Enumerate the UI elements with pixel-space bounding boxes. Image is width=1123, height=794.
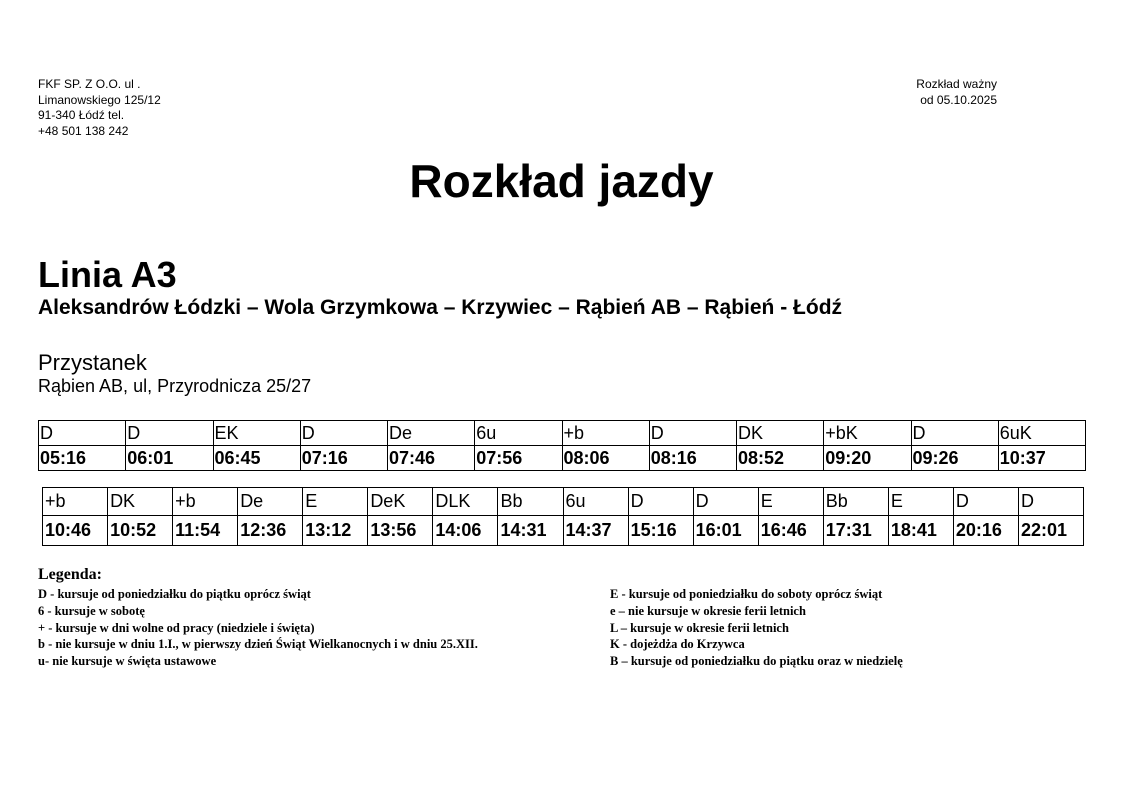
departure-time: 08:16: [649, 446, 736, 471]
departure-time: 16:01: [693, 516, 758, 546]
departure-time: 14:37: [563, 516, 628, 546]
departure-time: 08:52: [737, 446, 824, 471]
departure-time: 09:20: [824, 446, 911, 471]
timetable-times-row: [39, 446, 1086, 471]
departure-time: 13:56: [368, 516, 433, 546]
departure-code: E: [758, 488, 823, 516]
route-description: Aleksandrów Łódzki – Wola Grzymkowa – Krzywiec – Rąbień AB – Rąbień - Łódź: [38, 296, 843, 319]
departure-time: 07:46: [388, 446, 475, 471]
departure-time: 12:36: [238, 516, 303, 546]
departure-time: 09:26: [911, 446, 998, 471]
departure-code: DLK: [433, 488, 498, 516]
stop-label: Przystanek: [38, 350, 147, 375]
departure-time: 13:12: [303, 516, 368, 546]
departure-code: D: [126, 421, 213, 446]
departure-code: 6uK: [998, 421, 1085, 446]
departure-code: +b: [562, 421, 649, 446]
departure-time: 18:41: [888, 516, 953, 546]
timetable-table-2: [42, 487, 1084, 546]
departure-code: D: [628, 488, 693, 516]
departure-time: 07:56: [475, 446, 562, 471]
departure-code: D: [693, 488, 758, 516]
departure-code: 6u: [475, 421, 562, 446]
company-address-line: FKF SP. Z O.O. ul .: [38, 77, 141, 91]
legend-entry: + - kursuje w dni wolne od pracy (niedziele i święta): [38, 620, 315, 635]
stop-address: Rąbien AB, ul, Przyrodnicza 25/27: [38, 376, 312, 396]
departure-code: De: [388, 421, 475, 446]
departure-code: +b: [43, 488, 108, 516]
departure-time: 10:52: [108, 516, 173, 546]
departure-time: 07:16: [300, 446, 387, 471]
departure-time: 10:37: [998, 446, 1085, 471]
legend-entry: D - kursuje od poniedziałku do piątku oprócz świąt: [38, 587, 311, 601]
departure-code: E: [303, 488, 368, 516]
departure-time: 22:01: [1018, 516, 1083, 546]
company-address-line: 91-340 Łódź tel.: [38, 108, 125, 122]
timetable-table-1: [38, 420, 1086, 471]
departure-time: 16:46: [758, 516, 823, 546]
departure-code: DeK: [368, 488, 433, 516]
departure-code: 6u: [563, 488, 628, 516]
departure-code: Bb: [498, 488, 563, 516]
departure-time: 06:01: [126, 446, 213, 471]
departure-time: 17:31: [823, 516, 888, 546]
legend-right-column: [610, 586, 903, 670]
timetable-codes-row: [43, 488, 1084, 516]
departure-code: D: [953, 488, 1018, 516]
legend-entry: e – nie kursuje w okresie ferii letnich: [610, 603, 806, 618]
departure-code: D: [39, 421, 126, 446]
timetable-codes-row: [39, 421, 1086, 446]
departure-code: D: [1018, 488, 1083, 516]
legend-title: Legenda:: [38, 566, 102, 583]
departure-time: 15:16: [628, 516, 693, 546]
legend-entry: E - kursuje od poniedziałku do soboty oprócz świąt: [610, 587, 883, 601]
departure-time: 20:16: [953, 516, 1018, 546]
departure-code: D: [300, 421, 387, 446]
legend-entry: u- nie kursuje w święta ustawowe: [38, 654, 217, 669]
company-address-line: +48 501 138 242: [38, 123, 129, 138]
company-address: [38, 77, 161, 139]
departure-code: D: [649, 421, 736, 446]
departure-time: 11:54: [173, 516, 238, 546]
departure-time: 05:16: [39, 446, 126, 471]
departure-time: 14:06: [433, 516, 498, 546]
legend-entry: 6 - kursuje w sobotę: [38, 603, 145, 618]
departure-code: DK: [737, 421, 824, 446]
departure-time: 06:45: [213, 446, 300, 471]
legend-entry: b - nie kursuje w dniu 1.I., w pierwszy dzień Świąt Wielkanocnych i w dniu 25.XII.: [38, 637, 478, 652]
timetable-times-row: [43, 516, 1084, 546]
departure-code: Bb: [823, 488, 888, 516]
company-address-line: Limanowskiego 125/12: [38, 92, 161, 107]
legend-entry: K - dojeżdża do Krzywca: [610, 637, 745, 652]
validity-line: od 05.10.2025: [920, 92, 997, 107]
departure-code: +b: [173, 488, 238, 516]
departure-time: 10:46: [43, 516, 108, 546]
legend-left-column: [38, 586, 478, 670]
legend-entry: B – kursuje od poniedziałku do piątku oraz w niedzielę: [610, 654, 903, 669]
page-title: Rozkład jazdy: [409, 155, 714, 207]
departure-code: D: [911, 421, 998, 446]
departure-code: De: [238, 488, 303, 516]
departure-time: 14:31: [498, 516, 563, 546]
departure-code: DK: [108, 488, 173, 516]
departure-code: +bK: [824, 421, 911, 446]
departure-code: E: [888, 488, 953, 516]
departure-code: EK: [213, 421, 300, 446]
line-name: Linia A3: [38, 254, 177, 295]
legend-entry: L – kursuje w okresie ferii letnich: [610, 620, 789, 635]
validity-line: Rozkład ważny: [916, 77, 997, 91]
validity-notice: [916, 77, 997, 108]
departure-time: 08:06: [562, 446, 649, 471]
